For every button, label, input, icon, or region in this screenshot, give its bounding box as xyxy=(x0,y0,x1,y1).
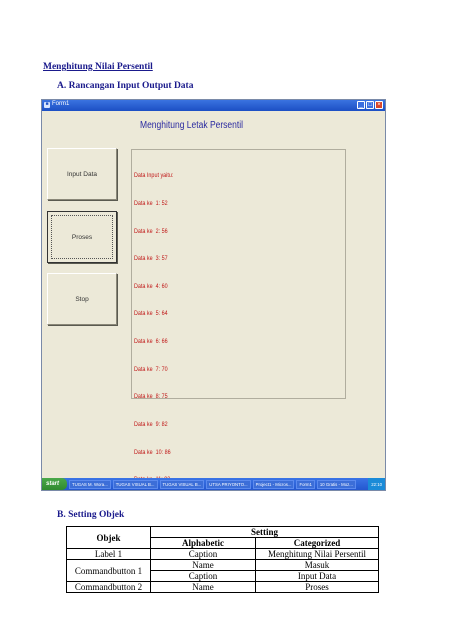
header-setting: Setting xyxy=(151,527,379,538)
proses-button[interactable] xyxy=(47,211,117,263)
app-icon: ■ xyxy=(45,102,49,107)
focus-rect xyxy=(51,215,113,259)
close-icon[interactable]: × xyxy=(375,101,383,109)
window-title: Form1 xyxy=(52,101,70,107)
taskbar xyxy=(42,478,385,490)
cell-categorized: Menghitung Nilai Persentil xyxy=(256,549,379,560)
output-line: Data ke 10: 86 xyxy=(134,448,171,456)
cell-alphabetic: Name xyxy=(151,560,256,571)
taskbar-item[interactable]: Project1 - Micros... xyxy=(253,480,295,489)
output-line: Data ke 6: 66 xyxy=(134,338,168,346)
clock: 22:10 xyxy=(371,481,382,487)
cell-categorized: Masuk xyxy=(256,560,379,571)
output-line: Data ke 5: 64 xyxy=(134,310,168,318)
window-titlebar xyxy=(42,100,385,111)
cell-categorized: Input Data xyxy=(256,571,379,582)
cell-objek: Commandbutton 2 xyxy=(67,582,151,593)
table-row xyxy=(67,560,379,571)
cell-objek: Commandbutton 1 xyxy=(67,560,151,582)
cell-alphabetic: Caption xyxy=(151,571,256,582)
proses-button-label: Proses xyxy=(71,233,93,241)
system-tray xyxy=(368,478,385,490)
stop-button[interactable]: Stop xyxy=(47,273,117,325)
taskbar-item[interactable]: UTSA PRIYONTO... xyxy=(206,480,250,489)
output-line: Data ke 8: 75 xyxy=(134,393,168,401)
output-line: Data ke 7: 70 xyxy=(134,365,168,373)
section-b-heading: B. Setting Objek xyxy=(57,510,125,520)
taskbar-item[interactable]: TUGAS VISUAL B... xyxy=(113,480,158,489)
output-line: Data Input yaitu: xyxy=(134,172,174,180)
output-line: Data ke 1: 52 xyxy=(134,200,168,208)
taskbar-item[interactable]: TUGAS VISUAL B... xyxy=(160,480,205,489)
output-line: Data ke 2: 56 xyxy=(134,227,168,235)
output-line: Data ke 9: 82 xyxy=(134,420,168,428)
header-alphabetic: Alphabetic xyxy=(151,538,256,549)
start-button[interactable]: start xyxy=(42,478,67,490)
taskbar-item[interactable]: 10 Gratis - Moz... xyxy=(317,480,356,489)
settings-table xyxy=(66,526,379,593)
table-header-row xyxy=(67,527,379,538)
section-a-heading: A. Rancangan Input Output Data xyxy=(57,81,194,91)
output-line: Data ke 3: 57 xyxy=(134,255,168,263)
output-text xyxy=(134,153,235,491)
output-line: Data ke 4: 60 xyxy=(134,282,168,290)
document-heading: Menghitung Nilai Persentil xyxy=(43,62,153,72)
table-row xyxy=(67,582,379,593)
taskbar-item[interactable]: Form1 xyxy=(296,480,314,489)
cell-alphabetic: Caption xyxy=(151,549,256,560)
window-controls xyxy=(357,101,383,109)
cell-objek: Label 1 xyxy=(67,549,151,560)
input-data-button[interactable]: Input Data xyxy=(47,148,117,200)
form-title: Menghitung Letak Persentil xyxy=(140,120,244,131)
maximize-icon[interactable]: □ xyxy=(366,101,374,109)
taskbar-item[interactable]: TUGAS M. Wora... xyxy=(69,480,111,489)
cell-alphabetic: Name xyxy=(151,582,256,593)
header-objek: Objek xyxy=(67,527,151,549)
output-panel xyxy=(131,149,346,456)
app-screenshot xyxy=(41,99,386,491)
cell-categorized: Proses xyxy=(256,582,379,593)
table-row xyxy=(67,549,379,560)
minimize-icon[interactable]: _ xyxy=(357,101,365,109)
header-categorized: Categorized xyxy=(256,538,379,549)
